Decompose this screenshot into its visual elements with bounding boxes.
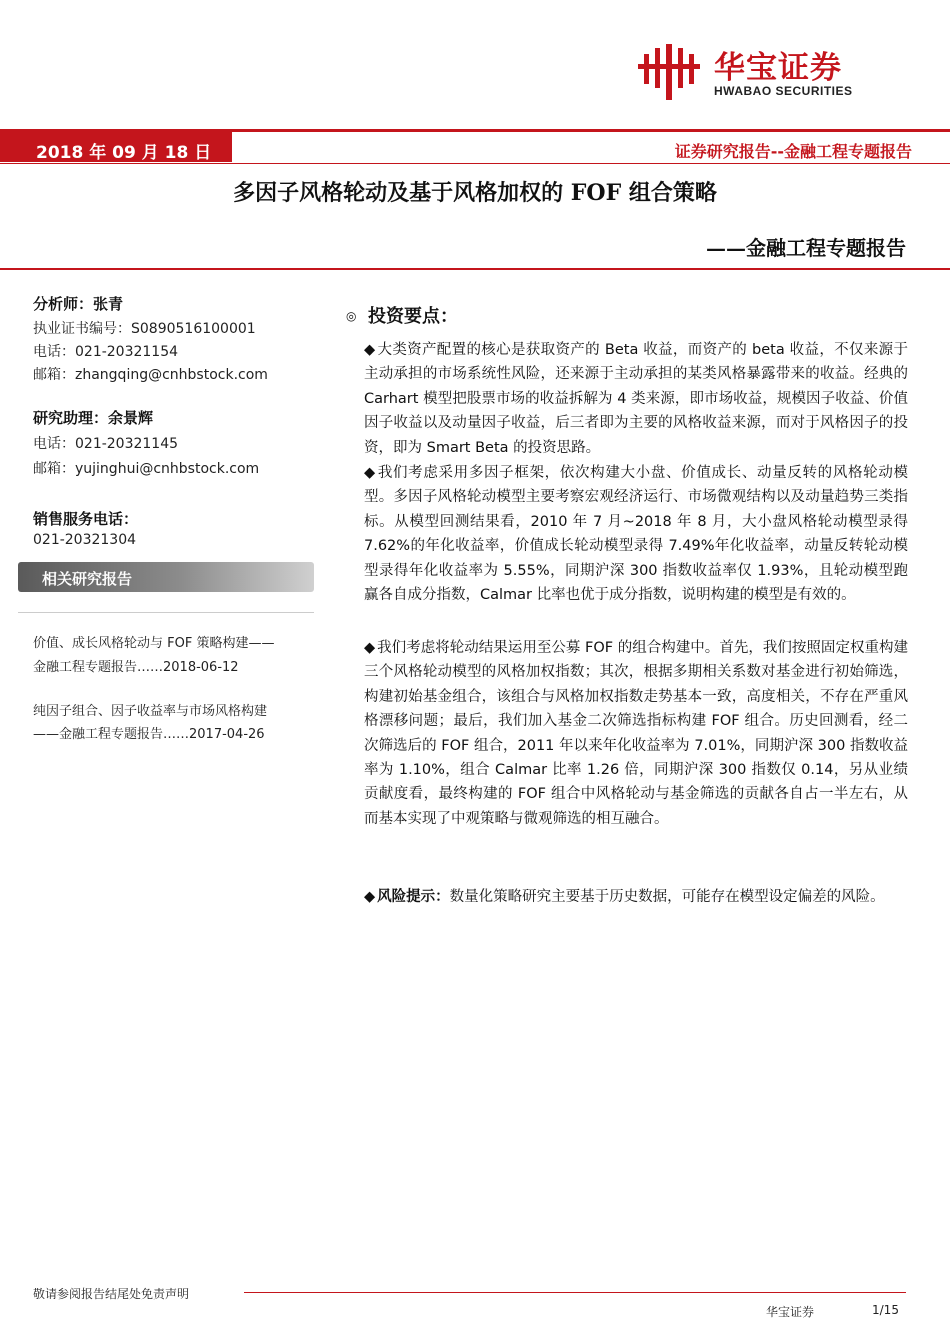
page-number: 1/15 (872, 1303, 899, 1317)
analyst-certificate: 执业证书编号：S0890516100001 (33, 321, 256, 337)
key-points-title: 投资要点： (368, 306, 458, 327)
paragraph-text: 我们考虑采用多因子框架，依次构建大小盘、价值成长、动量反转的风格轮动模型。多因子风格轮动模型主要考察宏观经济运行、市场微观结构以及动量趋势三类指标。从模型回测结果看，2010 年 7 月~2018 年 8 月，大小盘风格轮动模型录得 7.62%的年化收益率，价值成长轮动模型录得 7.49%年化收益率，动量反转轮动模型录得年化收益率为 5.55%，同期沪深 300 指数收益率仅 1.93%，且轮动模型跑赢各自成分指数，Calmar 比率也优于成分指数，说明构建的模型是有效的。 (364, 465, 909, 604)
related-reports-title: 相关研究报告 (42, 570, 133, 588)
analyst-name: 分析师：张青 (33, 295, 124, 313)
related-report-line[interactable]: ——金融工程专题报告……2017-04-26 (33, 727, 265, 742)
risk-label: 风险提示： (377, 889, 450, 905)
analyst-phone: 电话：021-20321154 (33, 344, 179, 360)
report-title: 多因子风格轮动及基于风格加权的 FOF 组合策略 (233, 180, 717, 206)
key-point-paragraph (364, 636, 908, 831)
disclaimer-note: 敬请参阅报告结尾处免责声明 (33, 1287, 190, 1301)
logo-english-name: HWABAO SECURITIES (714, 84, 853, 98)
report-date: 2018 年 09 月 18 日 (36, 143, 212, 163)
logo-mark-icon (638, 44, 704, 100)
key-point-paragraph (364, 461, 908, 607)
footer-company: 华宝证券 (766, 1305, 815, 1319)
circle-bullet-icon: ◎ (346, 309, 357, 323)
logo-chinese-name: 华宝证券 (714, 50, 842, 86)
assistant-email: 邮箱：yujinghui@cnhbstock.com (33, 461, 260, 477)
key-point-paragraph (364, 338, 908, 460)
related-reports-header (18, 562, 314, 592)
key-points-heading (346, 302, 458, 328)
company-logo (638, 40, 906, 104)
assistant-phone: 电话：021-20321145 (33, 436, 179, 452)
diamond-bullet-icon: ◆ (364, 465, 376, 481)
report-subtitle: ——金融工程专题报告 (706, 236, 906, 260)
title-divider (0, 268, 950, 270)
related-divider (18, 612, 314, 613)
related-report-line[interactable]: 金融工程专题报告……2018-06-12 (33, 660, 239, 675)
analyst-email: 邮箱：zhangqing@cnhbstock.com (33, 367, 268, 383)
diamond-bullet-icon: ◆ (364, 342, 376, 358)
footer-rule (244, 1292, 906, 1293)
paragraph-text: 我们考虑将轮动结果运用至公募 FOF 的组合构建中。首先，我们按照固定权重构建三个风格轮动模型的风格加权指数；其次，根据多期相关系数对基金进行初始筛选，构建初始基金组合，该组合与风格加权指数走势基本一致，高度相关，不存在严重风格漂移问题；最后，我们加入基金二次筛选指标构建 FOF 组合。历史回测看，经二次筛选后的 FOF 组合，2011 年以来年化收益率为 7.01%，同期沪深 300 指数收益率为 1.10%，组合 Calmar 比率 1.26 倍，同期沪深 300 指数仅 0.14，另从业绩贡献度看，最终构建的 FOF 组合中风格轮动与基金筛选的贡献各自占一半左右，从而基本实现了中观策略与微观筛选的相互融合。 (364, 640, 908, 827)
risk-notice (364, 885, 908, 909)
related-report-line[interactable]: 价值、成长风格轮动与 FOF 策略构建—— (33, 636, 275, 651)
diamond-bullet-icon: ◆ (364, 640, 376, 656)
paragraph-text: 大类资产配置的核心是获取资产的 Beta 收益，而资产的 beta 收益，不仅来源于主动承担的市场系统性风险，还来源于主动承担的某类风格暴露带来的收益。经典的 Carhart 模型把股票市场的收益拆解为 4 类来源，即市场收益，规模因子收益、价值因子收益以及动量因子收益，后三者即为主要的风格收益来源，而对于风格因子的投资，即为 Smart Beta 的投资思路。 (364, 342, 908, 456)
assistant-name: 研究助理：余景辉 (33, 409, 154, 427)
related-report-line[interactable]: 纯因子组合、因子收益率与市场风格构建 (33, 704, 268, 719)
diamond-bullet-icon: ◆ (364, 889, 376, 905)
sales-phone: 021-20321304 (33, 532, 137, 548)
header-divider (0, 163, 950, 164)
risk-text: 数量化策略研究主要基于历史数据，可能存在模型设定偏差的风险。 (449, 889, 885, 905)
sales-label: 销售服务电话： (33, 510, 139, 528)
report-type: 证券研究报告--金融工程专题报告 (674, 142, 912, 161)
date-banner (0, 132, 232, 162)
